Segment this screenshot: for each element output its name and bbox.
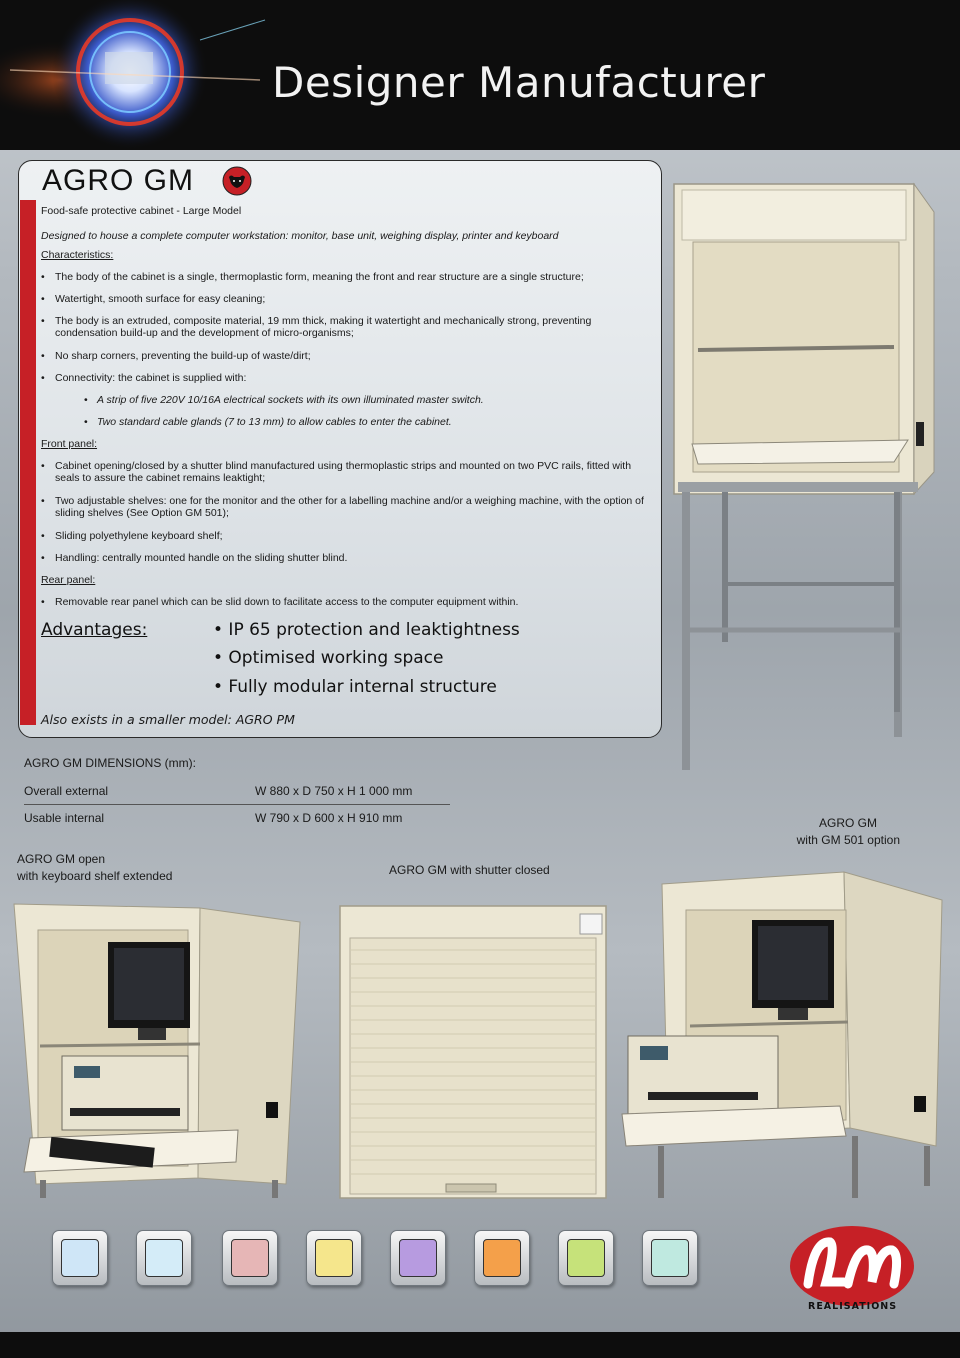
caption-closed: AGRO GM with shutter closed	[389, 863, 550, 877]
list-item: • Connectivity: the cabinet is supplied with:	[41, 372, 651, 384]
caption-option	[770, 815, 900, 849]
dimension-value: W 880 x D 750 x H 1 000 mm	[255, 784, 413, 798]
cold-icon	[52, 1230, 108, 1286]
characteristics-heading: Characteristics:	[41, 249, 114, 261]
header-bar	[0, 0, 960, 150]
list-item: • No sharp corners, preventing the build-up of waste/dirt;	[41, 350, 651, 362]
also-exists-note: Also exists in a smaller model: AGRO PM	[41, 712, 295, 727]
dimensions-title: AGRO GM DIMENSIONS (mm):	[24, 756, 196, 770]
dimension-value: W 790 x D 600 x H 910 mm	[255, 811, 403, 825]
caption-line: with GM 501 option	[796, 833, 900, 847]
sub-list-item: • A strip of five 220V 10/16A electrical sockets with its own illuminated master switch.	[84, 394, 644, 406]
fire-icon	[474, 1230, 530, 1286]
caption-open	[17, 851, 172, 885]
list-item: • The body of the cabinet is a single, thermoplastic form, meaning the front and rear structure are a single structure;	[41, 271, 651, 283]
lens-flare-graphic	[0, 0, 270, 150]
dimension-label: Overall external	[24, 784, 109, 798]
cabinet-option-photo	[618, 860, 948, 1202]
product-subtitle: Food-safe protective cabinet - Large Model	[41, 205, 242, 217]
caption-line: AGRO GM open	[17, 852, 106, 866]
rear-panel-heading: Rear panel:	[41, 574, 96, 586]
humidity-icon	[136, 1230, 192, 1286]
list-item: • Sliding polyethylene keyboard shelf;	[41, 530, 651, 542]
advantage-item: • IP 65 protection and leaktightness	[213, 620, 520, 640]
accent-bar	[20, 200, 36, 725]
list-item: • The body is an extruded, composite material, 19 mm thick, making it watertight and mechanically strong, preventing condensation build-up and the development of micro-organisms;	[41, 315, 651, 339]
cabinet-on-stand-photo	[668, 182, 940, 774]
advantage-item: • Fully modular internal structure	[213, 677, 497, 697]
front-panel-heading: Front panel:	[41, 438, 98, 450]
list-item: • Two adjustable shelves: one for the monitor and the other for a labelling machine and/or a weighing machine, with the option of sliding shelves (See Option GM 501);	[41, 495, 651, 519]
advantages-label: Advantages:	[41, 620, 148, 640]
logo-text: REALISATIONS	[808, 1301, 898, 1312]
product-title: AGRO GM	[42, 164, 195, 197]
bull-icon	[222, 166, 252, 196]
header-title: Designer Manufacturer	[272, 58, 766, 107]
washdown-icon	[222, 1230, 278, 1286]
sub-list-item: • Two standard cable glands (7 to 13 mm) to allow cables to enter the cabinet.	[84, 416, 644, 428]
chemical-icon	[558, 1230, 614, 1286]
list-item: • Handling: centrally mounted handle on the sliding shutter blind.	[41, 552, 651, 564]
cabinet-open-photo	[10, 894, 310, 1198]
caption-line: AGRO GM	[818, 816, 877, 830]
table-row	[24, 811, 450, 835]
product-intro: Designed to house a complete computer workstation: monitor, base unit, weighing display, printer and keyboard	[41, 230, 559, 242]
cabinet-closed-photo	[336, 904, 612, 1204]
advantage-item: • Optimised working space	[213, 648, 444, 668]
list-item: • Cabinet opening/closed by a shutter blind manufactured using thermoplastic strips and mounted on two PVC rails, fitted with seals to assure the cabinet remains leaktight;	[41, 460, 651, 484]
caption-line: with keyboard shelf extended	[17, 869, 173, 883]
dimension-label: Usable internal	[24, 811, 105, 825]
list-item: • Watertight, smooth surface for easy cleaning;	[41, 293, 651, 305]
dust-icon	[390, 1230, 446, 1286]
footer-bar	[0, 1332, 960, 1358]
feature-icons-row	[52, 1230, 692, 1290]
divider	[24, 804, 450, 805]
impact-icon	[306, 1230, 362, 1286]
antenna-icon	[642, 1230, 698, 1286]
list-item: • Removable rear panel which can be slid down to facilitate access to the computer equipment within.	[41, 596, 651, 608]
